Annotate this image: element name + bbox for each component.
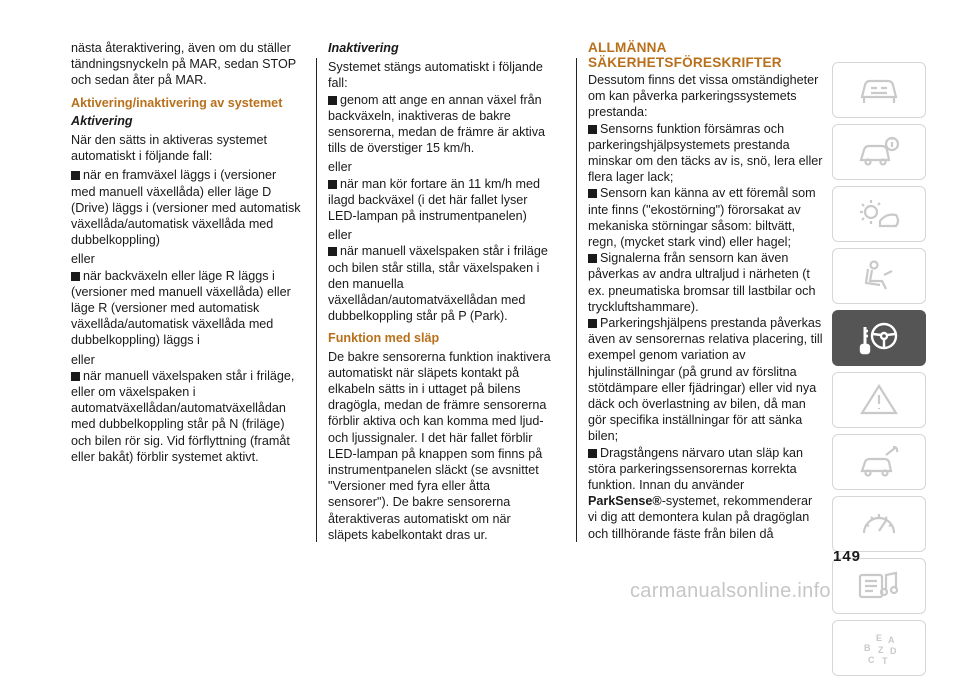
chapter-tab-emergency[interactable] (832, 372, 926, 428)
paragraph: eller (328, 160, 352, 175)
column-divider (576, 58, 577, 542)
bullet-item: när backväxeln eller läge R läggs i (versioner med manuell växellåda) eller läge R (versioner med automatisk växellåda/automatisk växellåda med dubbelkoppling) läggs i (71, 268, 291, 348)
bullet-item: när manuell växelspaken står i friläge, eller om växelspaken i automatväxellådan/automatväxellådan med dubbelkoppling står på N (friläge) och bilen rör sig. Vid förflyttning (framåt eller bakåt) förblir systemet aktivt. (71, 368, 295, 464)
bullet-square-icon (71, 272, 80, 281)
seat-icon (856, 257, 902, 295)
text-column-1 (71, 40, 303, 465)
bullet-item: Signalerna från sensorn kan även påverkas av andra ultraljud i närheten (t ex. pneumatiska bromsar till lastbilar och tryckluftshammare). (588, 251, 816, 314)
section-heading: Aktivering/inaktivering av systemet (71, 95, 283, 110)
chapter-tab-lights[interactable] (832, 186, 926, 242)
bullet-item: Parkeringshjälpens prestanda påverkas även av sensorernas relativa placering, till exempel genom variation av hjulinställningar (på grund av förslitna stötdämpare eller fjädringar) eller vid nya däck och överlastning av bilen, då man gör specifika inställningar för att sänka bilen; (588, 316, 823, 444)
subheading: Aktivering (71, 113, 133, 128)
chapter-tab-maintenance[interactable] (832, 434, 926, 490)
chapter-tab-index[interactable] (832, 620, 926, 676)
bullet-square-icon (71, 372, 80, 381)
svg-text:B: B (864, 643, 871, 653)
bullet-square-icon (328, 247, 337, 256)
paragraph: eller (71, 352, 95, 367)
chapter-tabs (832, 62, 926, 682)
bullet-item: genom att ange en annan växel från backväxeln, inaktiveras de bakre sensorerna, medan de främre är aktiva tills de överstiger 15 km/h. (328, 92, 545, 156)
bullet-square-icon (588, 319, 597, 328)
chapter-tab-seat[interactable] (832, 248, 926, 304)
bullet-item: när man kör fortare än 11 km/h med ilagd backväxel (i det här fallet lyser LED-lampan på instrumentpanelen) (328, 176, 540, 224)
paragraph: Systemet stängs automatiskt i följande fall: (328, 60, 543, 91)
paragraph: Dessutom finns det vissa omständigheter om kan påverka parkeringssystemets prestanda: (588, 73, 819, 120)
chapter-tab-car-info[interactable] (832, 124, 926, 180)
bullet-square-icon (328, 180, 337, 189)
watermark: carmanualsonline.info (630, 580, 831, 602)
paragraph: eller (71, 252, 95, 267)
bullet-square-icon (71, 171, 80, 180)
paragraph: eller (328, 228, 352, 243)
key-steering-wheel-icon (856, 319, 902, 357)
gauge-icon (856, 505, 902, 543)
section-heading: ALLMÄNNA SÄKERHETSFÖRESKRIFTER (588, 40, 782, 70)
bullet-item: Sensorns funktion försämras och parkeringshjälpsystemets prestanda minskar om den täcks av is, snö, lera eller flera lager lack; (588, 121, 823, 185)
svg-text:T: T (882, 656, 888, 666)
subheading: Inaktivering (328, 41, 399, 55)
warning-triangle-icon (856, 381, 902, 419)
section-heading: Funktion med släp (328, 331, 440, 346)
bullet-square-icon (588, 254, 597, 263)
paragraph: När den sätts in aktiveras systemet automatiskt i följande fall: (71, 133, 267, 164)
bullet-item: när en framväxel läggs i (versioner med manuell växellåda) eller läge D (Drive) läggs i (versioner med automatisk växellåda/automatisk växellåda med dubbelkoppling) (71, 168, 301, 248)
chapter-tab-starting-driving[interactable] (832, 310, 926, 366)
car-dashboard-icon (856, 71, 902, 109)
multimedia-icon (856, 567, 902, 605)
svg-text:A: A (888, 635, 895, 645)
page-number: 149 (833, 548, 862, 565)
brand-name: ParkSense® (588, 494, 662, 509)
svg-text:Z: Z (878, 645, 884, 655)
column-divider (316, 58, 317, 542)
bullet-square-icon (588, 189, 597, 198)
paragraph: De bakre sensorerna funktion inaktivera automatiskt när släpets kontakt på elkabeln sätts in i uttaget på bilens dragögla, medan de främre sensorerna förblir aktiva och kan komma med ljud- och ljussignaler. I det här fallet förblir LED-lampan på knappen som finns på instrumentpanelen släckt (se avsnittet "Versioner med fyra eller åtta sensorer"). De bakre sensorerna återaktiveras automatiskt om när släpets kabelkontakt dras ur. (328, 349, 551, 542)
bullet-item: när manuell växelspaken står i friläge och bilen står stilla, står växelspaken i den manuella växellådan/automatväxellådan med dubbelkoppling står på P (Park). (328, 244, 548, 324)
bullet-square-icon (588, 449, 597, 458)
alphabet-index-icon (856, 629, 902, 667)
bullet-square-icon (328, 96, 337, 105)
bullet-item: Dragstångens närvaro utan släp kan störa parkeringssensorernas korrekta funktion. Innan du använder ParkSense®-systemet, rekommenderar vi dig att demontera kulan på dragöglan och tillhörande fäste från bilen då (588, 445, 813, 541)
chapter-tab-technical-data[interactable] (832, 496, 926, 552)
chapter-tab-dashboard[interactable] (832, 62, 926, 118)
bullet-item: Sensorn kan känna av ett föremål som inte finns ("ekostörning") förorsakat av mekaniska störningar såsom: biltvätt, regn, (mycket stark vind) eller hagel; (588, 186, 816, 250)
car-info-icon (856, 133, 902, 171)
text-column-2 (328, 40, 554, 543)
svg-text:C: C (868, 655, 875, 665)
paragraph: nästa återaktivering, även om du ställer tändningsnyckeln på MAR, sedan STOP och sedan åter på MAR. (71, 41, 296, 88)
svg-text:E: E (876, 633, 883, 643)
wrench-car-icon (856, 443, 902, 481)
chapter-tab-multimedia[interactable] (832, 558, 926, 614)
bullet-square-icon (588, 125, 597, 134)
text-column-3 (588, 40, 824, 542)
svg-text:D: D (890, 646, 897, 656)
lights-icon (856, 195, 902, 233)
